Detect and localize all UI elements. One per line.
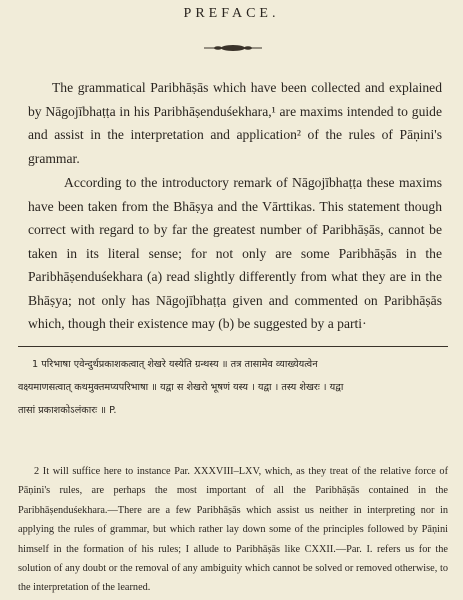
footnote-divider xyxy=(18,346,448,347)
ornament-divider-icon xyxy=(204,44,262,52)
page-title: PREFACE. xyxy=(183,6,280,21)
paragraph: The grammatical Paribhāṣās which have been collected and explained by Nāgojībhaṭṭa in his Paribhāṣenduśekhara,¹ are maxims intended to guide and assist in the interpretation and application² of the rules of Pāṇini's grammar. xyxy=(28,80,442,166)
footnote-1-line: तासां प्रकाशकोऽलंकारः ॥ P. xyxy=(18,405,117,416)
paragraph: According to the introductory remark of Nāgojībhaṭṭa these maxims have been taken from the Bhāṣya and the Vārttikas. This statement though correct with regard to by far the greatest number of Paribhāṣās, cannot be taken in its literal sense; for not only are some Paribhāṣās in the Paribhāṣenduśekhara (a) read slightly differently from what they are in the Bhāṣya; not only has Nāgojībhaṭṭa given and commented on Paribhāṣās which, though their existence may (b) be suggested by a parti· xyxy=(28,175,442,331)
footnote-2-text: 2 It will suffice here to instance Par. XXXVIII–LXV, which, as they treat of the relative force of Pāṇini's rules, are perhaps the most important of all the Paribhāṣās contained in the Paribhāṣenduśekhara.—There are a few Paribhāṣās which assist us neither in interpreting nor in applying the rules of grammar, but which rather lay down some of the principles followed by Pāṇini himself in the formation of his rules; I allude to Paribhāṣās like CXXII.—Par. I. refers us for the solution of any doubt or the removal of any ambiguity which cannot be solved or removed otherwise, to the interpretation of the learned. xyxy=(18,466,448,594)
footnote-2 xyxy=(18,462,448,598)
footnote-1 xyxy=(18,353,448,422)
preface-body xyxy=(28,76,442,336)
footnote-1-line: वक्ष्यमाणसत्वात् कथमुक्तमप्यपरिभाषा ॥ यद्वा स शेखरो भूषणं यस्य । यद्वा । तस्य शेखरः । यद्वा xyxy=(18,382,344,393)
footnote-1-line: 1 परिभाषा एवेन्दुर्थप्रकाशकत्वात् शेखरे यस्येति ग्रन्थस्य ॥ तत्र तासामेव व्याख्येयत्वेन xyxy=(32,359,318,370)
